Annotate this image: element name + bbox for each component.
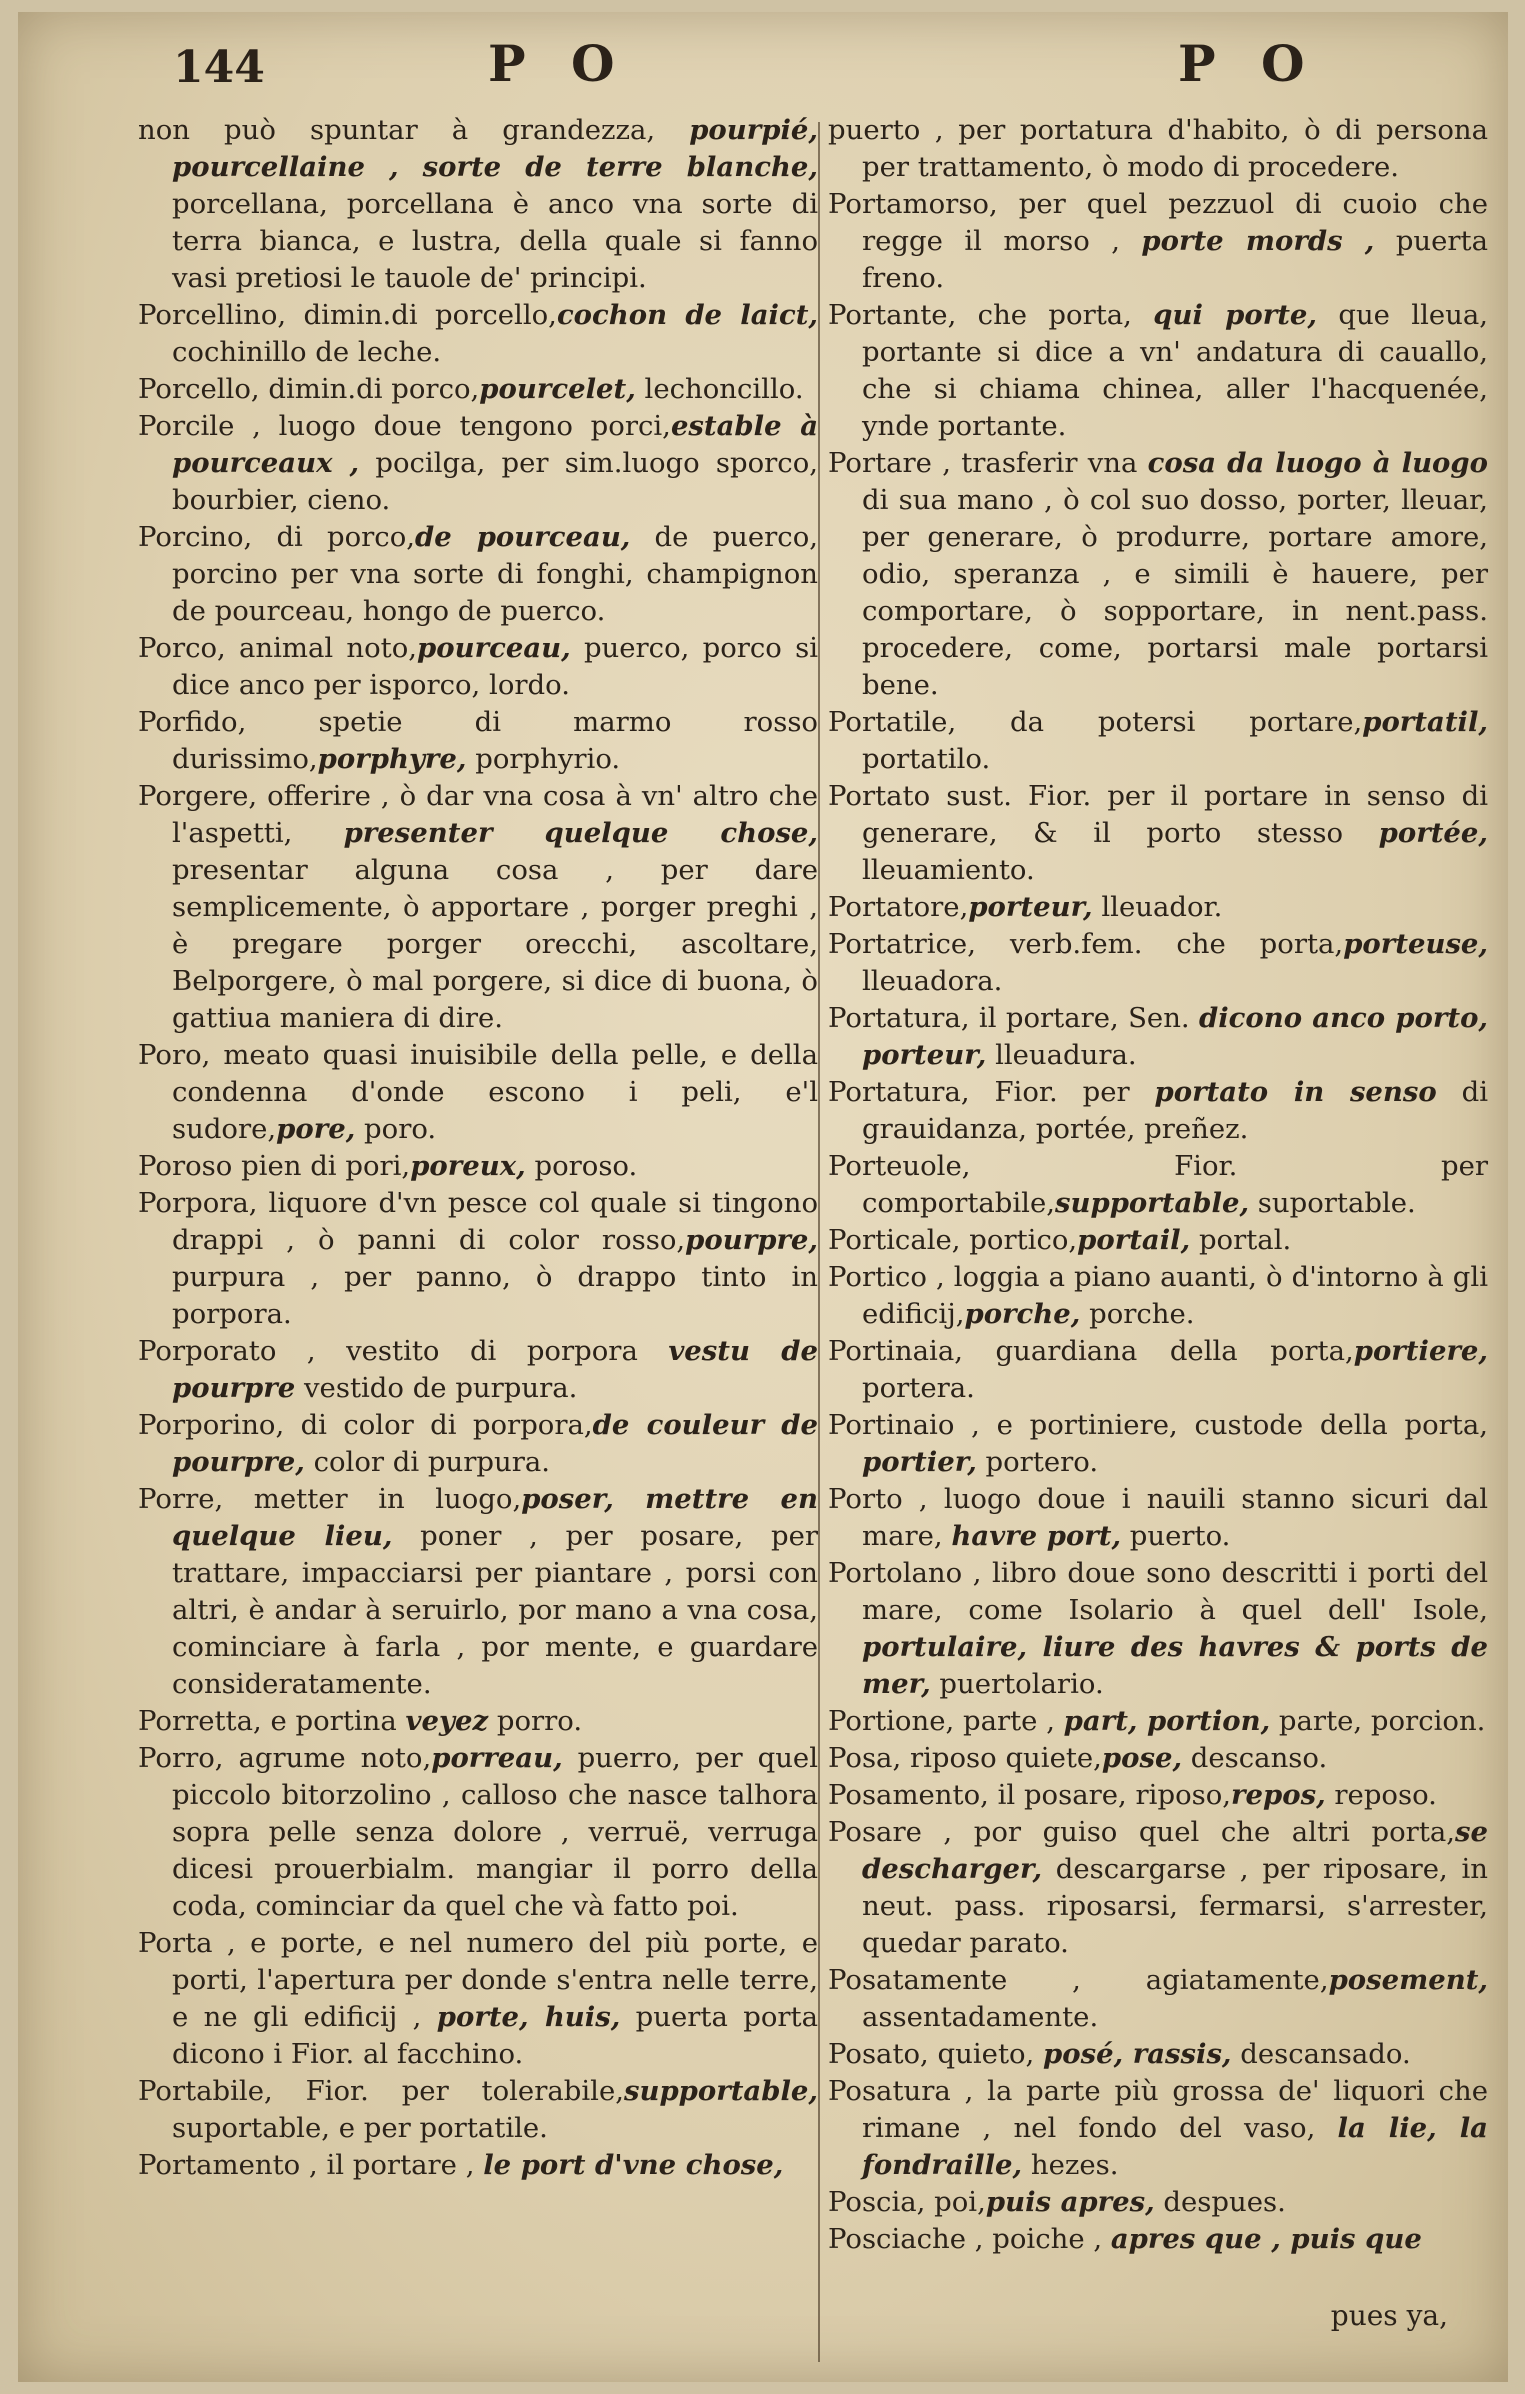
entry-definition: Fior. per tolerabile, (272, 2075, 624, 2107)
dictionary-entry (828, 2184, 1488, 2221)
dictionary-entry (138, 1740, 818, 1925)
dictionary-entry (828, 297, 1488, 445)
dictionary-entry (138, 1185, 818, 1333)
entry-definition: luogo doue tengono porci, (260, 410, 671, 442)
dictionary-entry (138, 1407, 818, 1481)
entry-french: pourceau, (417, 632, 571, 664)
entry-headword: Porto , (828, 1483, 928, 1515)
entry-french: pore, (276, 1113, 356, 1145)
entry-definition: guardiana della porta, (962, 1335, 1354, 1367)
dictionary-entry (138, 519, 818, 630)
entry-french: poser, mettre en quelque lieu, (172, 1483, 818, 1552)
dictionary-entry (828, 1259, 1488, 1333)
entry-headword: Porcellino, (138, 299, 287, 331)
entry-definition: poi, (925, 2186, 986, 2218)
entry-french: porteuse, (1343, 928, 1488, 960)
entry-french: porreau, (431, 1742, 563, 1774)
entry-spanish: di grauidanza, portée, preñez. (862, 1076, 1489, 1145)
entry-definition: pien di pori, (232, 1150, 411, 1182)
dictionary-entry (138, 1148, 818, 1185)
entry-spanish: lechoncillo. (635, 373, 804, 405)
page-number: 144 (173, 42, 265, 93)
entry-definition: Fior. per comportabile, (862, 1150, 1488, 1219)
dictionary-entry (828, 2073, 1488, 2184)
dictionary-entry (828, 778, 1488, 889)
entry-headword: Porfido, (138, 706, 247, 738)
entry-french: portatil, (1362, 706, 1488, 738)
entry-definition: liquore d'vn pesce col quale si tingono drappi , ò panni di color rosso, (172, 1187, 818, 1256)
entry-definition: e portiniere, custode della porta, (979, 1409, 1488, 1441)
entry-spanish: reposo. (1325, 1779, 1437, 1811)
entry-headword: Portinaia, (828, 1335, 963, 1367)
entry-french: porche, (964, 1298, 1081, 1330)
entry-headword: Portatura, (828, 1002, 970, 1034)
dictionary-entry (828, 1962, 1488, 2036)
entry-french: le port d'vne chose, (483, 2149, 784, 2181)
entry-headword: Portare , (828, 447, 951, 479)
entry-spanish: porcellana, porcellana è anco vna sorte di terra bianca, e lustra, della quale si fanno vasi pretiosi le tauole de' principi. (172, 188, 818, 294)
right-column (828, 112, 1488, 2258)
entry-definition: luogo doue i nauili stanno sicuri dal mare, (862, 1483, 1488, 1552)
entry-french: presenter quelque chose, (343, 817, 819, 849)
dictionary-entry (138, 1037, 818, 1148)
entry-spanish: de puerco, porcino per vna sorte di fonghi, champignon de pourceau, hongo de puerco. (172, 521, 818, 627)
entry-spanish: porche. (1080, 1298, 1195, 1330)
entry-definition: agrume noto, (223, 1742, 432, 1774)
entry-spanish: poro. (355, 1113, 437, 1145)
entry-spanish: poroso. (525, 1150, 638, 1182)
entry-spanish: que lleua, portante si dice a vn' andatura di cauallo, che si chiama chinea, aller l'hacquenée, ynde portante. (862, 299, 1488, 442)
entry-french: de pourceau, (415, 521, 631, 553)
entry-french: apres que , puis que (1110, 2223, 1422, 2255)
entry-spanish: lleuadora. (862, 965, 1003, 997)
entry-definition: il portare, Sen. (969, 1002, 1199, 1034)
entry-french: portulaire, liure des havres & ports de mer, (862, 1631, 1488, 1700)
entry-headword: Posatura , (828, 2075, 974, 2107)
entry-headword: Porpora, (138, 1187, 258, 1219)
entry-french: posement, (1328, 1964, 1488, 1996)
entry-definition: meato quasi inuisibile della pelle, e della condenna d'onde escono i peli, e'l sudore, (172, 1039, 818, 1145)
entry-headword: Posato, (828, 2038, 929, 2070)
entry-spanish: color di purpura. (304, 1446, 550, 1478)
dictionary-entry (828, 704, 1488, 778)
dictionary-entry (138, 630, 818, 704)
dictionary-entry (138, 112, 818, 297)
dictionary-entry (828, 445, 1488, 704)
entry-spanish: puerta porta dicono i Fior. al facchino. (172, 2001, 818, 2070)
entry-spanish: lleuadura. (986, 1039, 1137, 1071)
entry-definition: verb.fem. che porta, (975, 928, 1344, 960)
entry-spanish: puerta freno. (862, 225, 1488, 294)
dictionary-entry (828, 1333, 1488, 1407)
entry-french: havre port, (951, 1520, 1122, 1552)
entry-spanish: despues. (1154, 2186, 1286, 2218)
entry-headword: Posatamente , (828, 1964, 1081, 1996)
running-head-left: P O (488, 34, 629, 93)
entry-french: qui porte, (1153, 299, 1317, 331)
entry-definition: dimin.di porcello, (286, 299, 557, 331)
entry-french: pourcelet, (479, 373, 636, 405)
entry-spanish: descansado. (1231, 2038, 1411, 2070)
dictionary-entry (828, 1222, 1488, 1259)
entry-french: cochon de laict, (556, 299, 818, 331)
dictionary-entry (828, 112, 1488, 186)
entry-spanish: descargarse , per riposare, in neut. pass. riposarsi, fermarsi, s'arrester, quedar parato. (862, 1853, 1488, 1959)
entry-definition: di porco, (252, 521, 415, 553)
entry-spanish: suportable, e per portatile. (172, 2112, 548, 2144)
entry-french: posé, rassis, (1043, 2038, 1232, 2070)
entry-spanish: descanso. (1182, 1742, 1328, 1774)
dictionary-entry (138, 1703, 818, 1740)
entry-headword: Porretta, (138, 1705, 262, 1737)
entry-headword: Porre, (138, 1483, 224, 1515)
entry-french: pourpié, pourcellaine , sorte de terre blanche, (172, 114, 818, 183)
dictionary-entry (828, 1555, 1488, 1703)
entry-headword: Poscia, (828, 2186, 926, 2218)
entry-headword: Portatore, (828, 891, 969, 923)
entry-headword: Portione, (828, 1705, 955, 1737)
entry-spanish: cochinillo de leche. (172, 336, 442, 368)
entry-definition: dimin.di porco, (259, 373, 480, 405)
entry-spanish: puerco, porco si dice anco per isporco, lordo. (172, 632, 818, 701)
entry-french: porte mords , (1141, 225, 1375, 257)
entry-definition: parte , (954, 1705, 1064, 1737)
entry-spanish: portatilo. (862, 743, 991, 775)
entry-headword: Portatura, (828, 1076, 970, 1108)
entry-headword: Porticale, (828, 1224, 961, 1256)
dictionary-entry (828, 1148, 1488, 1222)
dictionary-entry (828, 1777, 1488, 1814)
column-divider (818, 122, 820, 2362)
entry-definition: sust. Fior. per il portare in senso di generare, & il porto stesso (862, 780, 1488, 849)
entry-definition: Fior. per (969, 1076, 1155, 1108)
entry-definition: puerto , per portatura d'habito, ò di persona per trattamento, ò modo di procedere. (828, 114, 1488, 183)
dictionary-entry (828, 186, 1488, 297)
entry-headword: Porteuole, (828, 1150, 971, 1182)
entry-headword: Portabile, (138, 2075, 273, 2107)
entry-french: portail, (1077, 1224, 1191, 1256)
entry-spanish: pocilga, per sim.luogo sporco, bourbier, cieno. (172, 447, 819, 516)
entry-definition: trasferir vna (950, 447, 1148, 479)
running-head-right: P O (1178, 34, 1319, 93)
entry-definition: per quel pezzuol di cuoio che regge il morso , (862, 188, 1488, 257)
entry-headword: Portamento , (138, 2149, 318, 2181)
dictionary-entry (828, 1703, 1488, 1740)
dictionary-entry (138, 704, 818, 778)
entry-definition: spetie di marmo rosso durissimo, (172, 706, 818, 775)
entry-headword: Porta , (138, 1927, 236, 1959)
dictionary-page (18, 12, 1508, 2382)
entry-spanish: parte, porcion. (1270, 1705, 1486, 1737)
entry-spanish: lleuador. (1092, 891, 1223, 923)
entry-headword: Porporato , (138, 1335, 316, 1367)
entry-definition: e porte, e nel numero del più porte, e porti, l'apertura per donde s'entra nelle terre, e ne gli edificij , (172, 1927, 818, 2033)
entry-definition: portico, (960, 1224, 1078, 1256)
entry-spanish: puerro, per quel piccolo bitorzolino , calloso che nasce talhora sopra pelle senza dolore , verruë, verruga dicesi prouerbialm. mangiar il porro della coda, cominciar da quel che và fatto poi. (172, 1742, 819, 1922)
entry-headword: Portato (828, 780, 931, 812)
entry-french: supportable, (1055, 1187, 1250, 1219)
dictionary-entry (138, 2073, 818, 2147)
entry-french: repos, (1231, 1779, 1326, 1811)
entry-spanish: portero. (976, 1446, 1099, 1478)
entry-spanish: lleuamiento. (862, 854, 1035, 886)
entry-french: la lie, la fondraille, (862, 2112, 1488, 2181)
entry-headword: Porcile , (138, 410, 261, 442)
dictionary-entry (138, 778, 818, 1037)
left-column (138, 112, 818, 2184)
entry-headword: Porgere, (138, 780, 258, 812)
entry-headword: Portinaio , (828, 1409, 980, 1441)
dictionary-entry (828, 1740, 1488, 1777)
entry-headword: Posa, (828, 1742, 902, 1774)
entry-headword: Portatile, (828, 706, 957, 738)
entry-headword: Porro, (138, 1742, 224, 1774)
entry-french: pourpre, (685, 1224, 818, 1256)
entry-french: cosa da luogo à luogo (1147, 447, 1488, 479)
entry-french: portée, (1378, 817, 1488, 849)
entry-definition: metter in luogo, (223, 1483, 522, 1515)
entry-headword: Portico , (828, 1261, 945, 1293)
dictionary-entry (828, 1000, 1488, 1074)
entry-headword: Porporino, (138, 1409, 285, 1441)
entry-french: portiere, (1353, 1335, 1488, 1367)
entry-headword: Porcello, (138, 373, 260, 405)
entry-definition: e portina (261, 1705, 406, 1737)
entry-french: puis apres, (985, 2186, 1155, 2218)
entry-spanish: porphyrio. (466, 743, 621, 775)
dictionary-entry (828, 926, 1488, 1000)
entry-definition: la parte più grossa de' liquori che rimane , nel fondo del vaso, (862, 2075, 1488, 2144)
entry-definition: poiche , (983, 2223, 1111, 2255)
entry-french: supportable, (623, 2075, 818, 2107)
entry-headword: Portolano , (828, 1557, 982, 1589)
dictionary-entry (828, 2221, 1488, 2258)
entry-french: vestu de pourpre (172, 1335, 818, 1404)
entry-french: porteur, (968, 891, 1093, 923)
entry-french: poreux, (410, 1150, 526, 1182)
entry-spanish: poner , per posare, per trattare, impacciarsi per piantare , porsi con altri, è andar à seruirlo, por mano a vna cosa, cominciare à farla , por mente, e guardare consideratamente. (172, 1520, 819, 1700)
dictionary-entry (138, 1333, 818, 1407)
entry-headword: Poroso (138, 1150, 233, 1182)
entry-spanish: puerto. (1121, 1520, 1231, 1552)
entry-definition: animal noto, (225, 632, 418, 664)
entry-definition: non può spuntar à grandezza, (138, 114, 690, 146)
entry-definition: vestito di porpora (315, 1335, 669, 1367)
entry-definition: il posare, riposo, (988, 1779, 1232, 1811)
entry-definition: libro doue sono descritti i porti del mare, come Isolario à quel dell' Isole, (862, 1557, 1488, 1626)
entry-spanish: assentadamente. (862, 2001, 1099, 2033)
entry-definition: riposo quiete, (901, 1742, 1102, 1774)
entry-headword: Portante, (828, 299, 957, 331)
entry-french: estable à pourceaux , (172, 410, 819, 479)
entry-spanish: portera. (862, 1372, 975, 1404)
dictionary-entry (138, 408, 818, 519)
entry-headword: Porcino, (138, 521, 253, 553)
dictionary-entry (138, 1925, 818, 2073)
entry-french: dicono anco porto, porteur, (862, 1002, 1488, 1071)
entry-french: portier, (862, 1446, 977, 1478)
entry-spanish: puertolario. (930, 1668, 1104, 1700)
dictionary-entry (828, 1481, 1488, 1555)
entry-spanish: presentar alguna cosa , per dare semplicemente, ò apportare , porger preghi , è pregare porger orecchi, ascoltare, Belporgere, ò mal porgere, si dice di buona, ò gattiua maniera di dire. (172, 854, 818, 1034)
entry-french: de couleur de pourpre, (172, 1409, 818, 1478)
entry-headword: Porco, (138, 632, 226, 664)
entry-spanish: portal. (1190, 1224, 1292, 1256)
entry-headword: Posciache , (828, 2223, 984, 2255)
entry-definition: il portare , (317, 2149, 484, 2181)
dictionary-entry (138, 371, 818, 408)
entry-definition: quieto, (928, 2038, 1044, 2070)
entry-definition: agiatamente, (1080, 1964, 1329, 1996)
entry-french: portato in senso (1154, 1076, 1437, 1108)
entry-headword: Posare , (828, 1816, 953, 1848)
dictionary-entry (828, 1407, 1488, 1481)
dictionary-entry (138, 1481, 818, 1703)
entry-definition: di color di porpora, (284, 1409, 593, 1441)
entry-spanish: purpura , per panno, ò drappo tinto in porpora. (172, 1261, 818, 1330)
entry-spanish: suportable. (1249, 1187, 1416, 1219)
entry-spanish: di sua mano , ò col suo dosso, porter, lleuar, per generare, ò produrre, portare amore, odio, speranza , e simili è hauere, per comportare, ò sopportare, in nent.pass. procedere, come, portarsi male portarsi bene. (862, 484, 1488, 701)
dictionary-entry (138, 2147, 818, 2184)
entry-headword: Portamorso, (828, 188, 998, 220)
entry-french: veyez (405, 1705, 489, 1737)
entry-headword: Posamento, (828, 1779, 989, 1811)
entry-spanish: vestido de purpura. (295, 1372, 578, 1404)
dictionary-entry (828, 2036, 1488, 2073)
entry-definition: por guiso quel che altri porta, (952, 1816, 1456, 1848)
entry-french: porte, huis, (436, 2001, 621, 2033)
entry-headword: Portatrice, (828, 928, 976, 960)
dictionary-entry (828, 889, 1488, 926)
entry-definition: loggia a piano auanti, ò d'intorno à gli edificij, (862, 1261, 1488, 1330)
entry-french: part, portion, (1063, 1705, 1271, 1737)
entry-definition: che porta, (956, 299, 1154, 331)
entry-french: se descharger, (862, 1816, 1488, 1885)
entry-spanish: hezes. (1022, 2149, 1119, 2181)
entry-french: pose, (1101, 1742, 1183, 1774)
entry-spanish: porro. (488, 1705, 583, 1737)
catchword: pues ya, (1330, 2299, 1448, 2332)
entry-definition: offerire , ò dar vna cosa à vn' altro che l'aspetti, (172, 780, 818, 849)
dictionary-entry (138, 297, 818, 371)
entry-definition: da potersi portare, (956, 706, 1363, 738)
dictionary-entry (828, 1074, 1488, 1148)
entry-french: porphyre, (317, 743, 467, 775)
entry-headword: Poro, (138, 1039, 211, 1071)
dictionary-entry (828, 1814, 1488, 1962)
